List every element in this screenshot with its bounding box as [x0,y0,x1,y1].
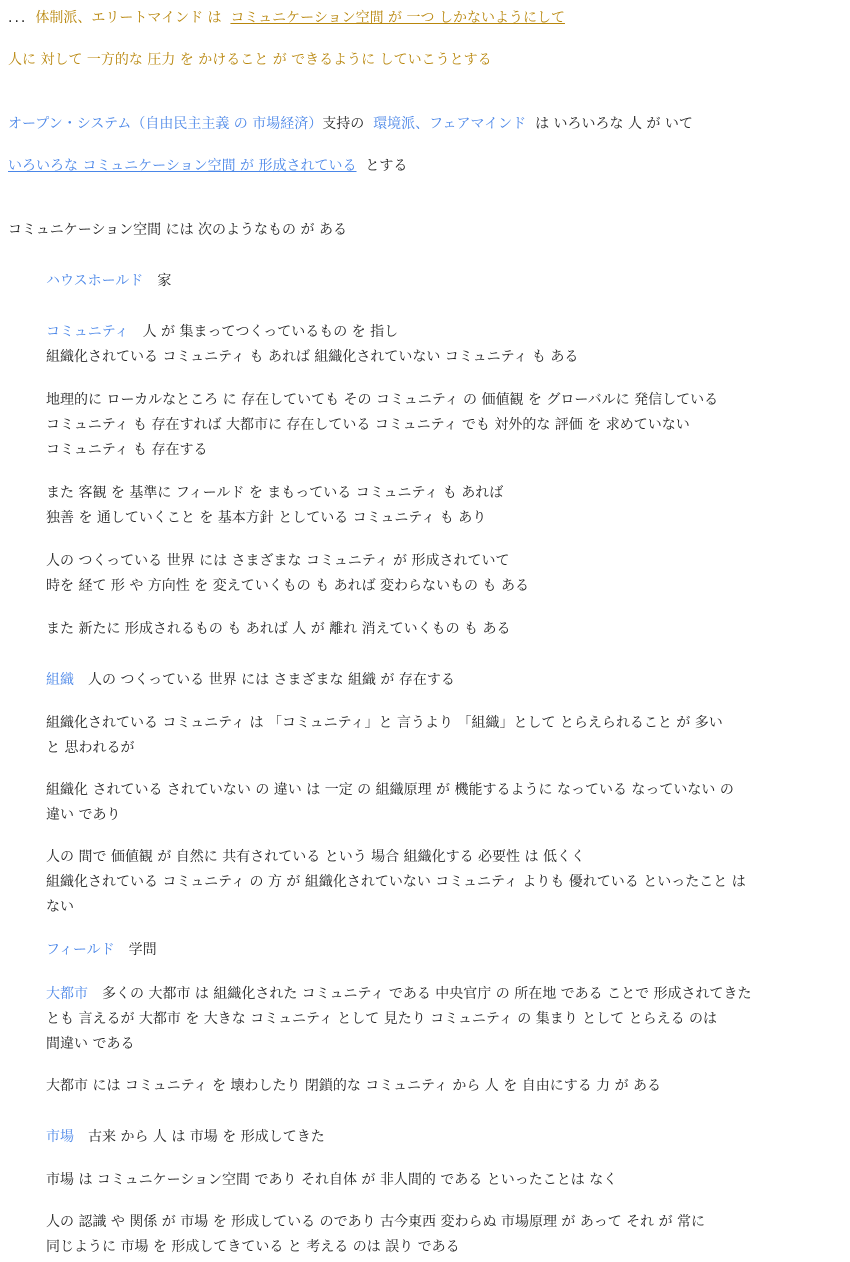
establishment-text: 体制派、エリートマインド は [35,10,222,26]
organization-desc: 人の つくっている 世界 には さまざまな 組織 が 存在する [88,672,455,688]
term-field: フィールド [46,942,115,958]
term-metropolis: 大都市 [46,986,88,1002]
metropolis-line: 大都市 には コミュニティ を 壊わしたり 閉鎖的な コミュニティ から 人 を 自由にする 力 が ある [46,1078,662,1094]
intro-line-5: コミュニケーション空間 には 次のようなもの が ある [8,222,347,238]
community-line: コミュニティ も 存在する [46,442,208,458]
community-line: 独善 を 通していくこと を 基本方針 としている コミュニティ も あり [46,510,487,526]
term-market: 市場 [46,1129,74,1145]
intro-line-3 [8,114,693,134]
community-line: また 新たに 形成されるもの も あれば 人 が 離れ 消えていくもの も ある [46,621,511,637]
household-desc: 家 [157,273,172,289]
organization-line: 組織化されている コミュニティ の 方 が 組織化されていない コミュニティ よりも 優れている といったこと は [46,874,746,890]
section-household [46,271,171,291]
metropolis-line: とも 言えるが 大都市 を 大きな コミュニティ として 見たり コミュニティ の 集まり として とらえる のは [46,1011,718,1027]
term-household: ハウスホールド [46,273,144,289]
support-text: 支持の [322,116,365,132]
organization-line: と 思われるが [46,740,135,756]
open-system-link[interactable]: オープン・システム（自由民主主義 の 市場経済） [8,116,323,132]
intro-line-1 [8,8,565,28]
intro-line-3-tail: は いろいろな 人 が いて [535,116,693,132]
community-line: 人の つくっている 世界 には さまざまな コミュニティ が 形成されていて [46,553,510,569]
field-desc: 学問 [128,942,157,958]
organization-line: 組織化されている コミュニティ は 「コミュニティ」と 言うより 「組織」として とらえられること が 多い [46,715,723,731]
community-line: 組織化されている コミュニティ も あれば 組織化されていない コミュニティ も ある [46,349,579,365]
single-space-link[interactable]: コミュニケーション空間 が 一つ しかないようにして [230,10,565,26]
community-line: コミュニティ も 存在すれば 大都市に 存在している コミュニティ でも 対外的な 評価 を 求めていない [46,417,690,433]
intro-line-2: 人に 対して 一方的な 圧力 を かけること が できるように していこうとする [8,52,492,68]
term-community: コミュニティ [46,324,129,340]
section-organization [46,670,455,690]
market-line: 市場 は コミュニケーション空間 であり それ自体 が 非人間的 である といったことは なく [46,1172,618,1188]
metropolis-line: 間違い である [46,1036,135,1052]
community-line: 時を 経て 形 や 方向性 を 変えていくもの も あれば 変わらないもの も ある [46,578,529,594]
organization-line: ない [46,899,74,915]
environmentalist-text: 環境派、フェアマインド [373,116,527,132]
term-organization: 組織 [46,672,74,688]
section-field [46,940,157,960]
many-spaces-link[interactable]: いろいろな コミュニケーション空間 が 形成されている [8,158,357,174]
market-line: 同じように 市場 を 形成してきている と 考える のは 誤り である [46,1239,460,1255]
section-market [46,1127,325,1147]
intro-line-4-tail: とする [365,158,408,174]
market-desc: 古来 から 人 は 市場 を 形成してきた [88,1129,325,1145]
organization-line: 人の 間で 価値観 が 自然に 共有されている という 場合 組織化する 必要性 は 低くく [46,849,585,865]
section-metropolis [46,984,752,1004]
community-desc: 人 が 集まってつくっているもの を 指し [142,324,399,340]
organization-line: 組織化 されている されていない の 違い は 一定 の 組織原理 が 機能するように なっている なっていない の [46,782,734,798]
metropolis-desc: 多くの 大都市 は 組織化された コミュニティ である 中央官庁 の 所在地 である ことで 形成されてきた [102,986,752,1002]
market-line: 人の 認識 や 関係 が 市場 を 形成している のであり 古今東西 変わらぬ 市場原理 が あって それ が 常に [46,1214,706,1230]
intro-line-4 [8,156,407,176]
community-line: 地理的に ローカルなところ に 存在していても その コミュニティ の 価値観 を グローバルに 発信している [46,392,719,408]
organization-line: 違い であり [46,807,121,823]
community-line: また 客観 を 基準に フィールド を まもっている コミュニティ も あれば [46,485,504,501]
ellipsis-marker: ... [8,10,28,26]
section-community [46,322,398,342]
